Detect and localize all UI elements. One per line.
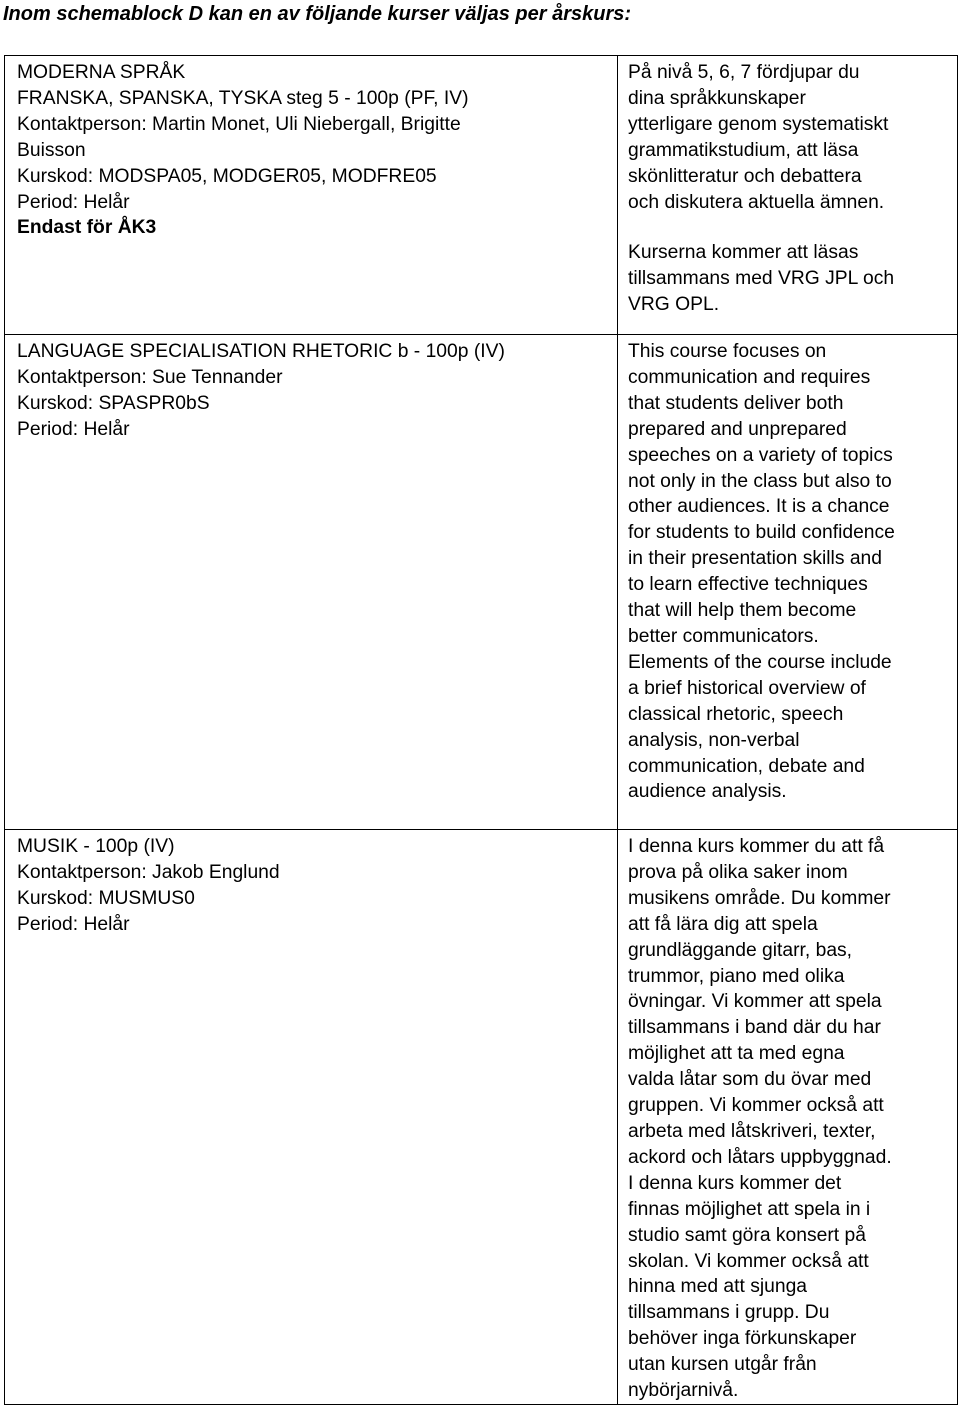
course-code: Kurskod: SPASPR0bS — [17, 392, 210, 414]
course-title: LANGUAGE SPECIALISATION RHETORIC b - 100p (IV) — [17, 341, 505, 362]
course-description: I denna kurs kommer du att få prova på olika saker inom musikens område. Du kommer att få lära dig att spela grundläggande gitarr, bas, trummor, piano med olika övningar. Vi kommer att spela tillsammans i band där du har möjlighet att ta med egna valda låtar som du övar med gruppen. Vi kommer också att arbeta med låtskriveri, texter, ackord och låtars uppbyggnad. I denna kurs kommer det finnas möjlighet att spela in i studio samt göra konsert på skolan. Vi kommer också att hinna med att sjunga tillsammans i grupp. Du behöver inga förkunskaper utan kursen utgår från nybörjarnivå. — [628, 836, 892, 1402]
course-info-cell — [5, 335, 618, 830]
contact-person: Kontaktperson: Martin Monet, Uli Niebergall, Brigitte — [17, 113, 461, 135]
course-title: MODERNA SPRÅK — [17, 62, 186, 83]
course-row-modern-languages — [5, 56, 958, 335]
course-period: Period: Helår — [17, 913, 130, 935]
course-description-cell — [618, 56, 958, 335]
contact-person: Kontaktperson: Jakob Englund — [17, 861, 280, 883]
course-title: MUSIK - 100p (IV) — [17, 836, 175, 857]
course-period: Period: Helår — [17, 191, 130, 213]
course-row-music — [5, 830, 958, 1405]
course-code: Kurskod: MUSMUS0 — [17, 887, 195, 909]
page-heading: Inom schemablock D kan en av följande kurser väljas per årskurs: — [3, 3, 632, 25]
course-subtitle: FRANSKA, SPANSKA, TYSKA steg 5 - 100p (PF, IV) — [17, 87, 469, 109]
course-note: Endast för ÅK3 — [17, 217, 157, 239]
course-code: Kurskod: MODSPA05, MODGER05, MODFRE05 — [17, 165, 437, 187]
course-table — [4, 55, 958, 1405]
course-description: På nivå 5, 6, 7 fördjupar du dina språkkunskaper ytterligare genom systematiskt grammatikstudium, att läsa skönlitteratur och debattera och diskutera aktuella ämnen. — [628, 62, 889, 213]
course-description-cell — [618, 335, 958, 830]
contact-person: Kontaktperson: Sue Tennander — [17, 366, 283, 388]
contact-person-cont: Buisson — [17, 139, 86, 161]
course-info-cell — [5, 830, 618, 1405]
course-row-rhetoric — [5, 335, 958, 830]
course-description: This course focuses on communication and requires that students deliver both prepared and unprepared speeches on a variety of topics not only in the class but also to other audiences. It is a chance for students to build confidence in their presentation skills and to learn effective techniques that will help them become better communicators. Elements of the course include a brief historical overview of classical rhetoric, speech analysis, non-verbal communication, debate and audience analysis. — [628, 341, 895, 803]
course-description-extra: Kurserna kommer att läsas tillsammans med VRG JPL och VRG OPL. — [628, 242, 895, 316]
course-period: Period: Helår — [17, 418, 130, 440]
course-info-cell — [5, 56, 618, 335]
course-description-cell — [618, 830, 958, 1405]
